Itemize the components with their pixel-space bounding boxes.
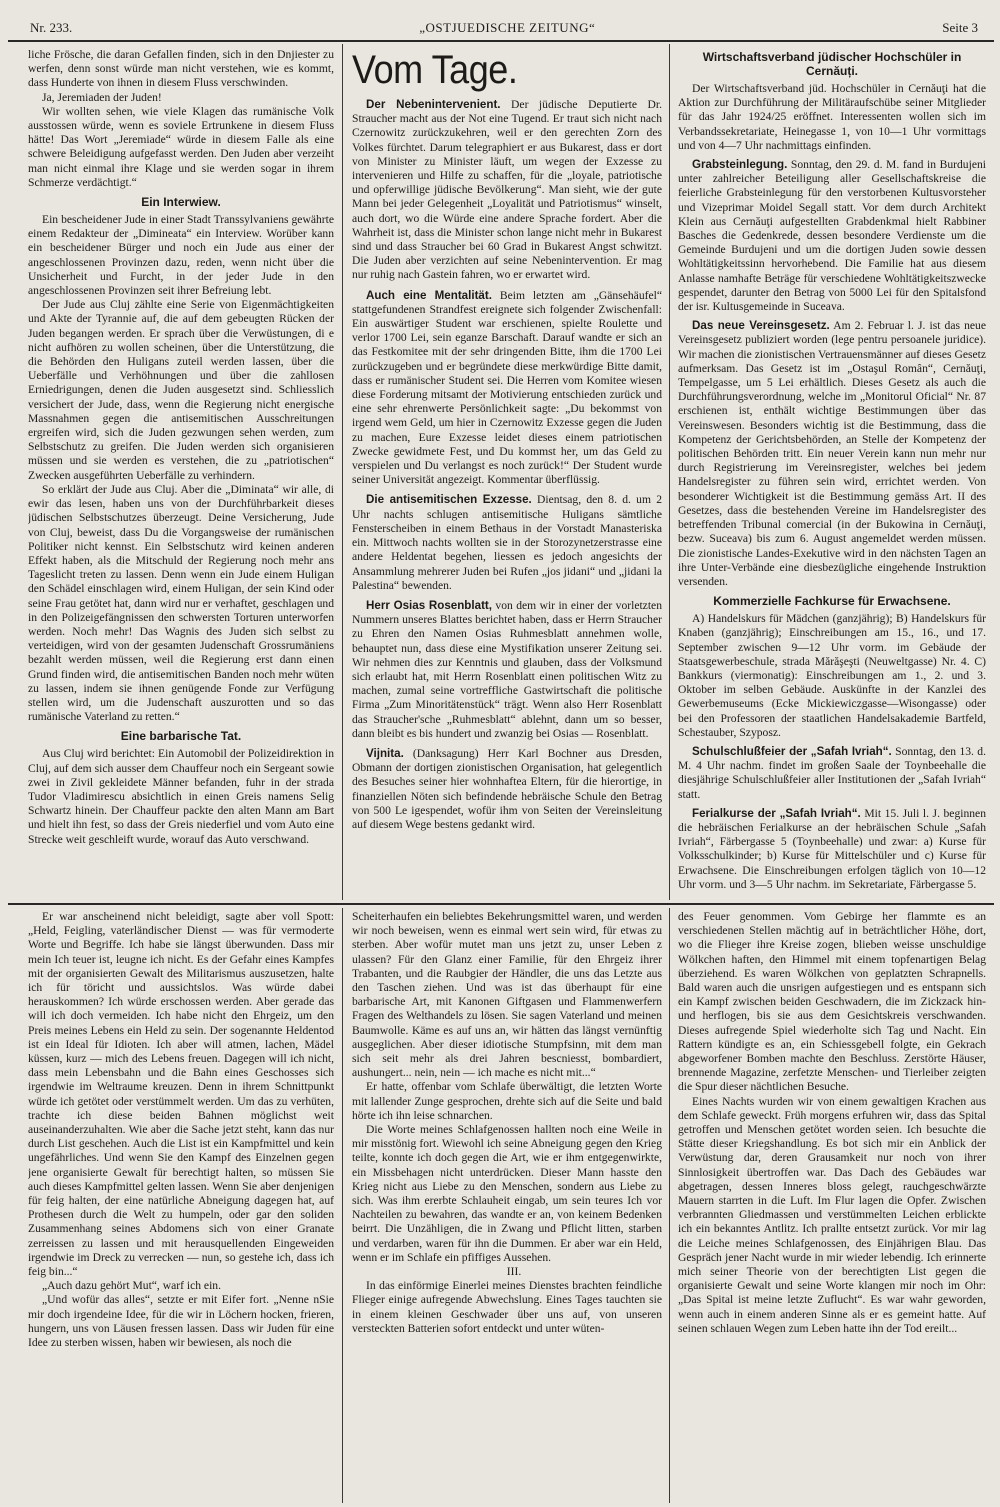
column-middle xyxy=(352,48,662,898)
article-paragraph: So erklärt der Jude aus Cluj. Aber die „Diminata“ wir alle, di ewir das lesen, haben uns von der Durchführbarkeit dieses jüdischen Selbstschutzes überzeugt. Deine Versicherung, Jude von Cluj, beweist, dass Du die Vorgangsweise der rumänischen Politiker nicht kennst. Ein Selbstschutz wird keinen anderen Effekt haben, als die Mitschuld der Regierung noch mehr ans Tageslicht treten zu lassen. Denn wenn ein Jude einem Huligan den Schädel einschlagen wird, einem Huligan, der sein Kind oder seine Frau getötet hat, dann wird nur er verhaftet, geschlagen und in den Polizeigefängnissen den schwersten Torturen unterworfen werden. Noch mehr! Das Wagnis des Juden sich selbst zu verteidigen, wird von der gesamten Judenschaft Grossrumäniens bezahlt werden müssen, weil die Regierung erst dann einen Grund finden wird, die antisemitischen Banden noch mehr wüten zu lassen, indem sie ihnen genügende Fonde zur Verfügung stellen wird, um die Judenschaft auszurotten und so das rumänische Vaterland zu retten.“ xyxy=(28,482,334,724)
article-paragraph: Ja, Jeremiaden der Juden! xyxy=(42,90,162,104)
article-paragraph: Ein bescheidener Jude in einer Stadt Transsylvaniens gewährte einem Redakteur der „Dimineata“ ein Interview. Worüber kann ein bescheidener Bürger und noch ein Jude aus einer der angeschlossenen Provinzen dazu, reden, wenn nicht über die Unsicherheit und Furcht, in der jeder Jude in den angeschlossenen Provinzen seit ihrer Befreiung lebt. xyxy=(28,213,334,298)
article-text: Sonntag, den 29. d. M. fand in Burdujeni unter zahlreicher Beteiligung aller Gesellschaftskreise die feierliche Grabsteinlegung für den verstorbenen Kultusvorsteher und Vizeprimar Moidel Segall statt. Vor dem durch Architekt Klein aus Cernăuţi aufgestellten Grabdenkmal hielt Rabbiner Basches die Gedenkrede, dessen besondere Verdienste um die Gemeinde Burdujeni und um die dortigen Juden sowie dessen Wohltätigkeitssinn hervorhebend. Die Familie hat aus diesem Anlasse namhafte Beträge für verschiedene Wohltätigkeitszwecke gespendet, darunter den Betrag von 5000 Lei für den Spitalsfond der isr. Kultusgemeinde in Suceava. xyxy=(678,158,986,314)
header-rule xyxy=(8,40,994,42)
feuilleton-paragraph: des Feuer genommen. Vom Gebirge her flammte es an verschiedenen Stellen mächtig auf in beträchtlicher Höhe, dort, wo die Flieger ihre Kreise zogen, blieben weisse unschuldige Wölkchen haften, den Himmel mit einem topfenartigen Belag überziehend. Es waren Wölkchen von geplatzten Schrapnells. Bald waren auch die unsrigen aufgestiegen und es entspann sich ein Kampf zwischen beiden Geschwadern, die im Zickzack hin- und herflogen, bis sie aus dem Gesichtskreis verschwanden. Dieses aufregende Spiel wiederholte sich Tag und Nacht. Ein Rattern kündigte es an, ein Schiessgebell folgte, ein Gekrach abgeworfener Bomben machte den Beschluss. Zerstörte Häuser, brennende Magazine, zerfetzte Menschen- und Tierleiber zeigten die Spur dieser nächtlichen Besuche. xyxy=(678,910,986,1094)
article-paragraph: Aus Cluj wird berichtet: Ein Automobil der Polizeidirektion in Cluj, auf dem sich ausser dem Chauffeur noch ein Sergeant sowie zwei in Zivil gekleidete Männer befanden, fuhr in der strada Tudor Vladimirescu absichtlich in einen Greis namens Selig Schwartz hinein. Der Chauffeur packte den alten Mann am Bart und hielt ihn fest, so dass der Greis niederfiel und vom Auto eine Strecke weit geschleift wurde, worauf das Auto verschwand. xyxy=(28,747,334,846)
column-rule xyxy=(342,908,343,1503)
article-paragraph: Der Jude aus Cluj zählte eine Serie von Eigenmächtigkeiten und Akte der Tyrannie auf, die auf dem gebeugten Rücken der Juden begangen werden. Er sprach über die Verwüstungen, di e nicht aufhören zu wollen scheinen, über die Unterstützung, die die Behörden den Huligans zuteil werden lassen, über die Ueberfälle und Verhöhnungen und über die zahllosen Erniedrigungen, denen die Juden ausgesetzt sind. Schliesslich versichert der Jude, dass, wenn die Regierung nicht energische Massnahmen gegen die antisemitischen Ausschreitungen ergreifen wird, sich die Juden gezwungen sehen werden, zum Selbstschutz zu greifen. Die Juden werden sich organisieren müssen und sie werden es verstehen, die zu „patriotischen“ Zwecken ausgeführten Ueberfälle zu verhindern. xyxy=(28,298,334,482)
headline-barbarische-tat: Eine barbarische Tat. xyxy=(120,729,242,744)
lead-grabsteinlegung: Grabsteinlegung. xyxy=(692,158,788,172)
article-text: Sonntag, den 13. d. M. 4 Uhr nachm. findet im großen Saale der Toynbeehalle die diesjährige Schulschlußfeier aller Institutionen der „Safah Ivriah“ statt. xyxy=(678,744,986,801)
feuilleton-paragraph: „Und wofür das alles“, setzte er mit Eifer fort. „Nenne nSie mir doch irgendeine Idee, für die wir in Löchern hocken, frieren, hungern, uns von Läusen fressen lassen. Dass wir Juden für eine Idee zu sterben wissen, haben wir bewiesen, als noch die xyxy=(28,1293,334,1350)
article-text: Am 2. Februar l. J. ist das neue Vereinsgesetz publiziert worden (lege pentru persoanele juridice). Wir machen die zionistischen Vertrauensmänner auf dieses Gesetz aufmerksam. Das Gesetz ist im „Ostaşul Român“, Cernăuţi, Tempelgasse, um 5 Lei erhältlich. Dieses Gesetz als auch die Durchführungsverordnung, welche im „Monitorul Oficial“ Nr. 87 erschienen ist, enthält wichtige Bestimmungen über das Vereinswesen. Besonders wichtig ist die Bestimmung, dass die Kompetenz der Gerichtsbehörden, an Stelle der Kompetenz der politischen Behörden tritt. Ein neuer Verein kann nun mehr nur durch Registrierung im Vereinsregister, welches bei jedem Handelsregister zu führen sein wird, errichtet werden. Von besonderer Wichtigkeit ist die Bestimmung gemäss Art. II des Gesetzes, dass die bestehenden Vereine im Handelsregister des betreffenden Tribunal comercial (in der Bukowina in Cernăuţi, bezw. Suceava) bis zum 6. August angemeldet werden müssen. Die zionistische Landes-Exekutive wird in den nächsten Tagen an ihre Unter-Verbände eine diesbezügliche eingehende Instruktion versenden. xyxy=(678,319,986,588)
article-text: Beim letzten am „Gänsehäufel“ stattgefundenen Strandfest ereignete sich folgender Zwischenfall: Ein auswärtiger Student war erschienen, spielte Roulette und verlor 1700 Lei, sein eganze Barschaft. Darauf wandte er sich an das Festkomitee mit der sehr dringenden Bitte, ihm die 1700 Lei zurückzugeben und er begründete diese merkwürdige Bitte damit, dass er rumänischer Student sei. Die Herren vom Komitee wiesen diese Forderung mitsamt der Motivierung entschieden zurück und eine sehr ehrenwerte Persönlichkeit sagte: „Du bekommst von irgend wem Geld, um hier in Czernowitz Exzesse gegen die Juden zu machen, Eure Exzesse leidet dieses einem patriotischen Zwecke gewidmete Fest, und Du kommst her, um das Geld zu verspielen und Du verlangst es noch zurück!“ Der Student wurde seiner Universität angezeigt. Kommentar überflüssig. xyxy=(352,288,662,487)
article-text: (Danksagung) Herr Karl Bochner aus Dresden, Obmann der dortigen zionistischen Organisation, hat gelegentlich des Besuches seiner hier wohnhaftea Eltern, für die hierortige, in finanziellen Nöten sich befindende hebräische Schule den Betrag von 500 Le igespendet, wofür ihm von Seiten der Vereinsleitung auf diesem Wege bestens gedankt wird. xyxy=(352,746,662,831)
column-right xyxy=(678,48,986,898)
lead-nebenintervenient: Der Nebenintervenient. xyxy=(366,98,501,111)
lead-mentalitaet: Auch eine Mentalität. xyxy=(366,288,492,302)
article-text: Dientsag, den 8. d. um 2 Uhr nachts schlugen antisemitische Huligans sämtliche Fensterscheiben in einem Bethaus in der Vorstadt Manasteriska ein. Mittwoch nachts wollten sie in der Storozynetzerstrasse eine andere Heldentat begehen, liessen es jedoch angesichts der Ansammlung mehrerer Juden bei Rufen „jos jidani“ und „jidani la Palestina“ bewenden. xyxy=(352,493,662,592)
feuilleton-paragraph: Eines Nachts wurden wir von einem gewaltigen Krachen aus dem Schlafe geweckt. Früh morgens erfuhren wir, dass das Spital getroffen und Menschen getötet worden seien. Ich besuchte die Stätte dieser Kriegshandlung. Es bot sich mir ein Anblick der Verwüstung dar, deren Grausamkeit nur noch von ihrer Sinnlosigkeit übertroffen war. Das Dach des Gebäudes war abgetragen, dessen Inneres bloss gelegt, rauchgeschwärzte Mauern starrten in die Luft. Im Flur lagen die Opfer. Zwischen verbrannten Gliedmassen und verstümmelten Leichen erblickte ich ein bekanntes Antlitz. Ich prallte entsetzt zurück. Vor mir lag die Leiche meines Schlafgenossen, des Einjährigen Blau. Das Gespräch jener Nacht wurde in mir wieder lebendig. Ich erinnerte mich seiner Theorie von der berechtigten List gegen die organisierte Gewalt und seine Worte klangen mir noch im Ohr: „Das Spital ist meine letzte Zuflucht“. Es war wahr geworden, wenn auch in einem anderen Sinne als er es gemeint hatte. Auf seinen schlauen Wegen zum Leben hatte ihn der Tod ereilt... xyxy=(678,1094,986,1335)
feuilleton-paragraph: Er hatte, offenbar vom Schlafe überwältigt, die letzten Worte mit lallender Zunge gesprochen, drehte sich auf die Seite und bald hörte ich ihn leise schnarchen. xyxy=(352,1080,662,1122)
article-paragraph: Der Wirtschaftsverband jüd. Hochschüler in Cernăuţi hat die Aktion zur Durchführung der Militäraufschübe seiner Mitglieder für das Jahr 1924/25 eröffnet. Interessenten wollen sich im Verbandssekretariate, Heinegasse 1, von 10—1 Uhr vormittags und von 4—7 Uhr nachmittags einfinden. xyxy=(678,82,986,152)
feuilleton-column-right xyxy=(678,910,986,1504)
page-number: Seite 3 xyxy=(942,20,978,35)
lead-antisemitische-exzesse: Die antisemitischen Exzesse. xyxy=(366,493,532,507)
article-text: von dem wir in einer der vorletzten Nummern unseres Blattes berichtet haben, dass er Herrn Straucher zu Ehren den Namen Osias Ruhmesblatt annehmen wolle, behauptet nun, dass diese eine Mystifikation unserer Zeitung sei. Wir nehmen dies zur Kenntnis und glauben, dass der Volksmund sich erlaubt hat, mit Herrn Rosenblatt einen politischen Witz zu machen, zumal seine vortreffliche Gastwirtschaft die politische Firma „Zum Minoritätenstück“ trägt. Wenn also Herr Rosenblatt das Straucher'sche „Ruhmesblatt“ ablehnt, dann um so besser, dann bleibt es bis hundert und zwanzig bei Osias — Rosenblatt. xyxy=(352,598,662,740)
article-paragraph: liche Frösche, die daran Gefallen finden, sich in den Dnjiester zu werfen, denn sonst würde man nicht verstehen, wie es kommt, dass Hunderte von ihnen in diesem Fluss verschwinden. xyxy=(28,48,334,90)
column-left xyxy=(28,48,334,898)
feuilleton-paragraph: Die Worte meines Schlafgenossen hallten noch eine Weile in mir misstönig fort. Wiewohl ich seine Abneigung gegen den Krieg teilte, konnte ich doch gegen die Art, wie er ihm entgegenwirkte, ein Missbehagen nicht unterdrücken. Dieser Mann hasste den Krieg nicht aus Liebe zu den Menschen, sondern aus Liebe zu sich. Was ihm ererbte Schlauheit eingab, um sein teures Ich vor Nachteilen zu bewahren, das wandte er an, von keinem Bedenken beirrt. Die Unzähligen, die in Zwang und Pflicht litten, starben und verdarben, waren für ihn die Dummen. Er aber war ein Held, wenn er im Schlafe ein pfiffiges Aussehen. xyxy=(352,1123,662,1264)
headline-wirtschaftsverband: Wirtschaftsverband jüdischer Hochschüler in Cernăuți. xyxy=(702,50,962,78)
headline-interview: Ein Interwiew. xyxy=(141,195,221,210)
article-paragraph: A) Handelskurs für Mädchen (ganzjährig); B) Handelskurs für Knaben (ganzjährig); Einschreibungen am 15., 16., und 17. September zwischen 9—12 Uhr vorm. im Gebäude der Staatsgewerbeschule, strada Mărăşeşti (Neuweltgasse) Nr. 4. C) Bankkurs (viermonatig): Einschreibungen am 1., 2. und 3. Oktober im selben Gebäude. Auskünfte in der Kanzlei des Gewerbemuseums (Ecke Mickiewiczgasse—Wisongasse) oder bei den Professoren der staatlichen Handelsakademie Bartfeld, Schestauber, Szyposz. xyxy=(678,612,986,739)
feuilleton-column-left xyxy=(28,910,334,1504)
newspaper-title: „OSTJUEDISCHE ZEITUNG“ xyxy=(419,20,596,35)
column-rule xyxy=(669,908,670,1503)
column-rule xyxy=(669,44,670,900)
headline-fachkurse: Kommerzielle Fachkurse für Erwachsene. xyxy=(713,594,951,609)
feuilleton-paragraph: Scheiterhaufen ein beliebtes Bekehrungsmittel waren, und werden wir noch beweisen, wenn es einmal wert sein wird, für etwas zu sterben. Aber wofür mutet man uns jetzt zu, unser Leben z ulassen? Für den Glanz einer Familie, für den Ehrgeiz ihrer Trabanten, und die Raubgier der Händler, die uns das Letzte aus den Taschen ziehen. Und was ist das überhaupt für eine barbarische Art, mit Kanonen Giftgasen und Flammenwerfern Fragen des Welthandels zu lösen. Sie sagen Vaterland und meinen Baumwolle. Käme es auf uns an, wir hätten das längst vernünftig ausgeglichen. Aber dieser idiotische Stumpfsinn, mit dem man sich seit mehr als drei Jahren bescniesst, bombardiert, aushungert... nein, nein — ich mache es nicht mit...“ xyxy=(352,910,662,1080)
issue-number: Nr. 233. xyxy=(30,20,73,35)
lead-vereinsgesetz: Das neue Vereinsgesetz. xyxy=(692,319,830,333)
section-title-vom-tage: Vom Tage. xyxy=(352,48,518,92)
article-text: Der jüdische Deputierte Dr. Straucher macht aus der Not eine Tugend. Er traut sich nicht nach Czernowitz zurückzukehren, weil er den gerechten Zorn des Volkes fürchtet. Darum telegraphiert er aus Bukarest, dass er dort von Minister zu Minister läuft, um wegen der Exzesse zu intervenieren und Hilfe zu schaffen, für die „loyale, patriotische und opferwillige jüdische Bevölkerung“. Man sieht, wie der gute Mann bei jeder Gelegenheit „Loyalität und Patriotismus“ winselt, auch dort, wo die Würde eine andere Sprache fordert. Aber die Wahrheit ist, dass die Minister schon lange nicht mehr in Bukarest sind und dass Straucher bei 60 Grad in Bukarest Angst schwitzt. Die Juden aber verzichten auf seine Nebenintervention. Er mag nur ruhig nach Gastein fahren, wo er erwartet wird. xyxy=(352,98,662,282)
feuilleton-paragraph: In das einförmige Einerlei meines Dienstes brachten feindliche Flieger einige aufregende Abwechslung. Eines Tages tauchten sie in einem kleinen Geschwader über uns auf, von unseren versteckten Batterien sofort entdeckt und unter wüten- xyxy=(352,1279,662,1335)
feuilleton-paragraph: „Auch dazu gehört Mut“, warf ich ein. xyxy=(42,1279,221,1293)
page-header xyxy=(30,10,978,36)
article-paragraph: Wir wollten sehen, wie viele Klagen das rumänische Volk ausstossen würde, wenn es soviele Ertrunkene in diesem Fluss hätte! Das Wort „Jeremiade“ würde in diesem Falle als eine schwere Beleidigung aufgefasst werden. Den Juden aber verzeiht man nicht einmal ihre Klage und sie werden sogar in ihrem Schmerze verdächtigt.“ xyxy=(28,104,334,189)
article-text: Mit 15. Juli l. J. beginnen die hebräischen Ferialkurse an der hebräischen Schule „Safah Ivriah“, Färbergasse 5 (Toynbeehalle) und zwar: a) Kurse für Volksschulkinder; b) Kurse für Mittelschüler und c) Kurse für Erwachsene. Die Einschreibungen erfolgen täglich von 10—12 Uhr vorm. und 3—5 Uhr nachm. im Sekretariate, Färbergasse 5. xyxy=(678,806,986,891)
chapter-number: III. xyxy=(506,1265,522,1279)
feuilleton-rule xyxy=(8,903,994,905)
lead-rosenblatt: Herr Osias Rosenblatt, xyxy=(366,598,493,612)
feuilleton-paragraph: Er war anscheinend nicht beleidigt, sagte aber voll Spott: „Held, Feigling, vaterländischer Dienst — was für vermoderte Worte und Begriffe. Ich habe sie längst überwunden. Dass mir mein Ich teuer ist, leugne ich nicht. Es der Gefahr eines Kampfes mit der organisierten Gewalt des Militarismus auszusetzen, halte ich für töricht und aussichtslos. Was würde dabei herauskommen? Ich würde erschossen werden. Aber gerade das will ich doch vermeiden. Ich habe nicht den Ehrgeiz, um den Preis meines Lebens ein Held zu sein. Der sogenannte Heldentod ist ein Ideal für Idioten. Ich aber will atmen, lachen, Mädel küssen, kurz — mich des Lebens freuen. Dagegen will ich nicht, dass mein Lebensbahn und die Bahn eines Geschosses sich irgendwie im Weltraume kreuzen. Denn in ihrem Schnittpunkt würde ich getötet oder verstümmelt werden. Um das zu verhüten, trachte ich diese beiden Bahnen möglichst weit auseinanderzuhalten. Wie aber die Sache jetzt steht, kann das nur durch List geschehen. Auch die List ist ein Kampfmittel und kein ungefährliches. Und wenn Sie den Kampf des Einzelnen gegen jene organisierte Gewalt für berechtigt halten, so müssen Sie auch dieses Kampfmittel gelten lassen. Wenn Sie aber denjenigen für feig halten, der eine natürliche Abneigung dagegen hat, auf Prothesen durch die Welt zu humpeln, oder gar den soliden Zusammenhang seines Abdomens sich von einer Granate zerreissen zu lassen und mit herausquellenden Eingeweiden irgendwie im Dreck zu verrecken — nun, so gestehe ich, dass ich feig bin...“ xyxy=(28,910,334,1279)
feuilleton-column-middle xyxy=(352,910,662,1504)
lead-schulschlussfeier: Schulschlußfeier der „Safah Ivriah“. xyxy=(692,744,892,758)
lead-vijnita: Vijnita. xyxy=(366,746,404,760)
column-rule xyxy=(342,44,343,900)
lead-ferialkurse: Ferialkurse der „Safah Ivriah“. xyxy=(692,806,861,820)
